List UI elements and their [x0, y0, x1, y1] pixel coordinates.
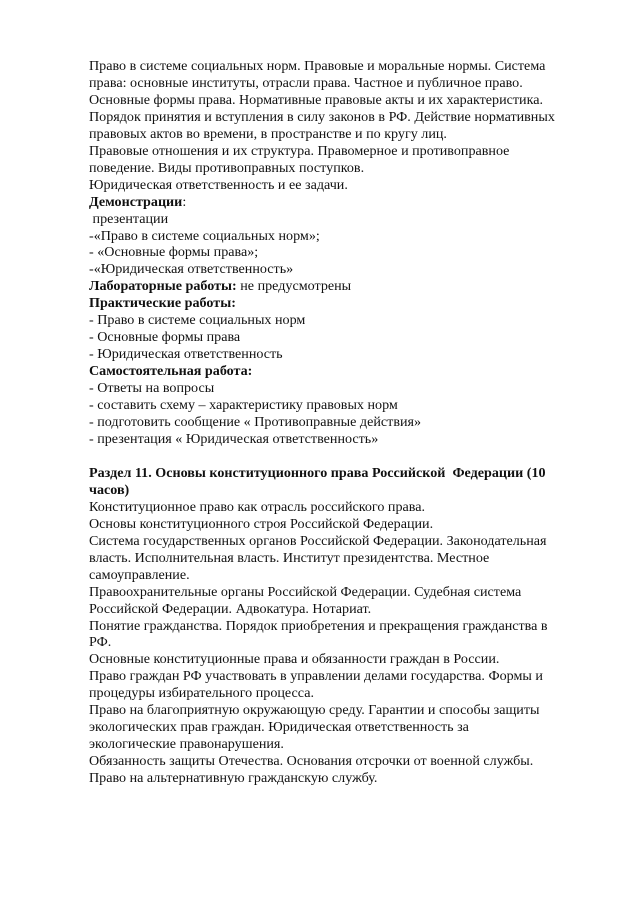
text-line: Российской Федерации. Адвокатура. Нотариат.: [89, 600, 372, 617]
demos-colon: :: [182, 193, 187, 210]
text-line: экологические правонарушения.: [89, 736, 284, 753]
text-line: Право граждан РФ участвовать в управлении делами государства. Формы и: [89, 668, 543, 685]
demos-heading: Демонстрации: [89, 193, 183, 210]
practical-item: - Право в системе социальных норм: [89, 312, 306, 329]
text-line: самоуправление.: [89, 566, 190, 583]
text-line: Правовые отношения и их структура. Правомерное и противоправное: [89, 142, 510, 159]
text-line: Основные конституционные права и обязанности граждан в России.: [89, 651, 500, 668]
practical-block: [89, 295, 604, 363]
demos-item: -«Юридическая ответственность»: [89, 261, 294, 278]
text-line: Право на альтернативную гражданскую службу.: [89, 770, 378, 787]
practical-item: - Юридическая ответственность: [89, 346, 283, 363]
section-heading-line: часов): [89, 481, 130, 498]
independent-block: [89, 363, 604, 448]
text-line: процедуры избирательного процесса.: [89, 685, 314, 702]
text-line: власть. Исполнительная власть. Институт президентства. Местное: [89, 549, 490, 566]
section-heading-line: Раздел 11. Основы конституционного права Российской Федерации (10: [89, 464, 546, 481]
practical-item: - Основные формы права: [89, 329, 241, 346]
lab-heading: Лабораторные работы:: [89, 278, 237, 295]
independent-item: - презентация « Юридическая ответственность»: [89, 430, 379, 447]
text-line: экологических прав граждан. Юридическая ответственность за: [89, 719, 469, 736]
section-11-heading: [89, 465, 604, 499]
text-line: Обязанность защиты Отечества. Основания отсрочки от военной службы.: [89, 753, 534, 770]
text-line: поведение. Виды противоправных поступков.: [89, 159, 365, 176]
independent-item: - Ответы на вопросы: [89, 380, 215, 397]
lab-value: не предусмотрены: [236, 278, 352, 295]
independent-item: - составить схему – характеристику правовых норм: [89, 397, 398, 414]
section-11-topics: [89, 499, 604, 787]
demos-item: - «Основные формы права»;: [89, 244, 259, 261]
practical-heading: Практические работы:: [89, 295, 236, 312]
demos-item: презентации: [89, 210, 169, 227]
text-line: Право на благоприятную окружающую среду. Гарантии и способы защиты: [89, 702, 540, 719]
document-page: [89, 58, 604, 787]
text-line: Основы конституционного строя Российской Федерации.: [89, 515, 434, 532]
text-line: Юридическая ответственность и ее задачи.: [89, 176, 348, 193]
text-line: правовых актов во времени, в пространстве и по кругу лиц.: [89, 125, 447, 142]
demos-heading-line: [89, 194, 604, 211]
demos-block: [89, 194, 604, 279]
text-line: права: основные институты, отрасли права. Частное и публичное право.: [89, 74, 523, 91]
text-line: Основные формы права. Нормативные правовые акты и их характеристика.: [89, 91, 543, 108]
text-line: Конституционное право как отрасль российского права.: [89, 498, 426, 515]
text-line: Правоохранительные органы Российской Федерации. Судебная система: [89, 583, 522, 600]
independent-heading: Самостоятельная работа:: [89, 363, 253, 380]
text-line: Порядок принятия и вступления в силу законов в РФ. Действие нормативных: [89, 108, 555, 125]
text-line: РФ.: [89, 634, 112, 651]
section-10-topics: [89, 58, 604, 194]
section-spacer: [89, 448, 604, 465]
demos-item: -«Право в системе социальных норм»;: [89, 227, 320, 244]
independent-item: - подготовить сообщение « Противоправные действия»: [89, 414, 422, 431]
lab-line: [89, 278, 604, 295]
text-line: Система государственных органов Российской Федерации. Законодательная: [89, 532, 547, 549]
text-line: Право в системе социальных норм. Правовые и моральные нормы. Система: [89, 58, 546, 74]
text-line: Понятие гражданства. Порядок приобретения и прекращения гражданства в: [89, 617, 548, 634]
